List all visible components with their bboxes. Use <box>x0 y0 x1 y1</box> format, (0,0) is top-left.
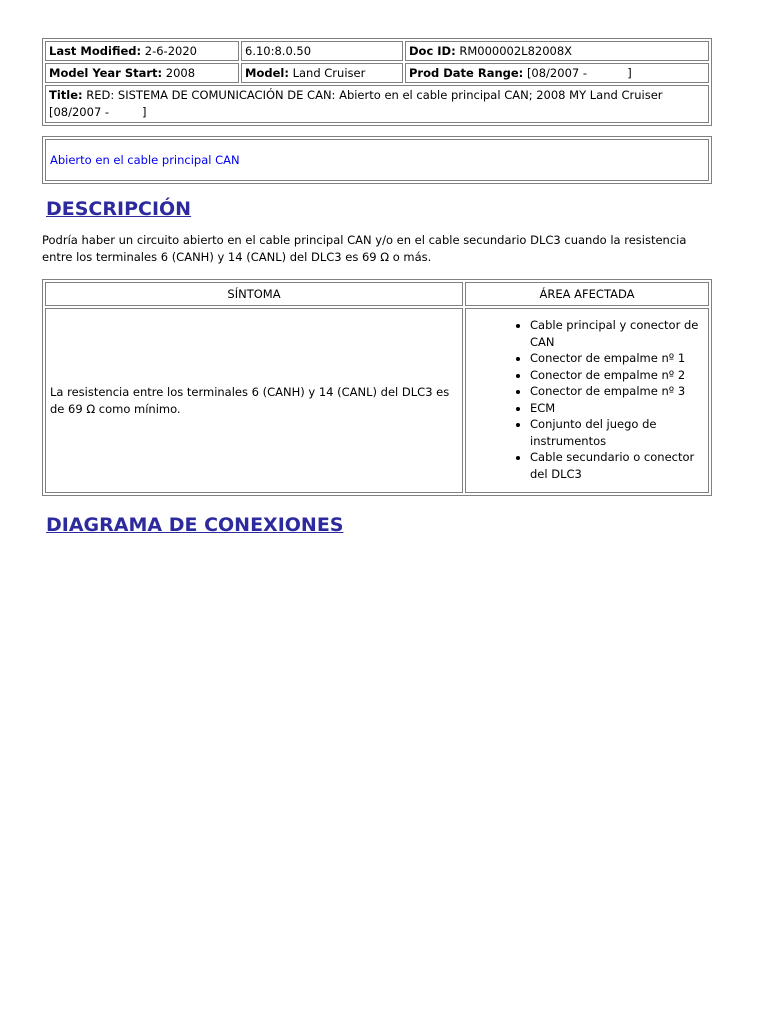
prod-range-label: Prod Date Range: <box>409 66 524 80</box>
version-value: 6.10:8.0.50 <box>245 44 312 58</box>
topic-link-box <box>42 136 712 184</box>
symptom-cell: La resistencia entre los terminales 6 (CANH) y 14 (CANL) del DLC3 es de 69 Ω como mínimo. <box>45 308 463 493</box>
model-year-label: Model Year Start: <box>49 66 163 80</box>
prod-range-value: [08/2007 - ] <box>526 66 632 80</box>
doc-id-value: RM000002L82008X <box>459 44 573 58</box>
topic-link[interactable]: Abierto en el cable principal CAN <box>50 153 240 167</box>
title-value: RED: SISTEMA DE COMUNICACIÓN DE CAN: Abierto en el cable principal CAN; 2008 MY Land Cruiser [08/2007 - ] <box>49 88 667 119</box>
title-label: Title: <box>49 88 83 102</box>
list-item: • Cable principal y conector de CAN <box>530 317 704 350</box>
last-modified-cell <box>45 41 239 61</box>
list-item: • Conector de empalme nº 2 <box>530 367 704 384</box>
symptom-header: SÍNTOMA <box>45 282 463 306</box>
areas-cell <box>465 308 709 493</box>
description-text: Podría haber un circuito abierto en el cable principal CAN y/o en el cable secundario DLC3 cuando la resistencia entre los terminales 6 (CANH) y 14 (CANL) del DLC3 es 69 Ω o más. <box>42 233 687 264</box>
model-cell <box>241 63 403 83</box>
list-item: • Conector de empalme nº 1 <box>530 350 704 367</box>
list-item: • Cable secundario o conector del DLC3 <box>530 449 704 482</box>
symptom-table <box>42 279 712 496</box>
doc-id-label: Doc ID: <box>409 44 456 58</box>
area-header: ÁREA AFECTADA <box>465 282 709 306</box>
list-item: • Conjunto del juego de instrumentos <box>530 416 704 449</box>
metadata-table <box>42 38 712 126</box>
doc-id-cell <box>405 41 709 61</box>
diagram-heading: DIAGRAMA DE CONEXIONES <box>46 514 344 536</box>
model-label: Model: <box>245 66 289 80</box>
last-modified-label: Last Modified: <box>49 44 142 58</box>
title-cell <box>45 85 709 123</box>
description-heading: DESCRIPCIÓN <box>46 198 192 220</box>
version-cell <box>241 41 403 61</box>
model-year-value: 2008 <box>165 66 196 80</box>
model-value: Land Cruiser <box>292 66 366 80</box>
document-page <box>42 38 712 536</box>
model-year-cell <box>45 63 239 83</box>
prod-range-cell <box>405 63 709 83</box>
list-item: • ECM <box>530 400 704 417</box>
affected-area-list <box>470 317 704 482</box>
last-modified-value: 2-6-2020 <box>144 44 197 58</box>
list-item: • Conector de empalme nº 3 <box>530 383 704 400</box>
